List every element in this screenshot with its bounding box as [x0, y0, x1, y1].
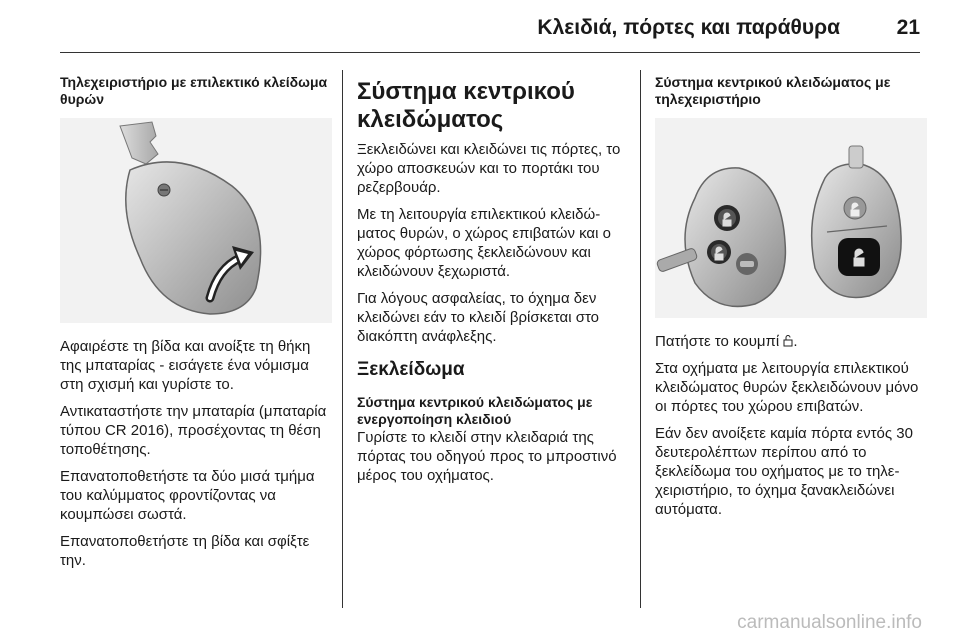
paragraph-central-locking-intro: Ξεκλειδώνει και κλειδώνει τις πόρτες, το χώρο αποσκευών και το πορτάκι του ρεζερβουάρ.	[357, 141, 621, 196]
subheading-key-activation: Σύστημα κεντρικού κλειδώματος με ενεργοποίηση κλειδιού	[357, 394, 593, 427]
press-button-period: .	[793, 333, 798, 350]
remote-controls-illustration	[655, 118, 927, 318]
paragraph-selective-locking: Με τη λειτουργία επιλεκτικού κλειδώματος θυρών, ο χώρος επιβατών και ο χώρος φόρτωσης ξεκλειδώνουν και κλειδώνουν ξεχωριστά.	[357, 206, 611, 280]
section-heading-remote-central: Σύστημα κεντρικού κλειδώματος με τηλεχειριστήριο	[655, 74, 891, 107]
paragraph-replace-battery: Αντικαταστήστε την μπαταρία (μπαταρία τύπου CR 2016), προσέχοντας τη θέση τοποθέτησης.	[60, 403, 327, 458]
paragraph-selective-unlock: Στα οχήματα με λειτουργία επιλεκτικού κλειδώματος θυρών ξεκλειδώνουν μόνο οι πόρτες του χώρου επιβατών.	[655, 360, 919, 415]
paragraph-remove-screw: Αφαιρέστε τη βίδα και ανοίξτε τη θήκη της μπαταρίας - εισάγετε ένα νόμισμα στη σχισμή και γυρίστε το.	[60, 338, 311, 393]
paragraph-refit-cover: Επανατοποθετήστε τα δύο μισά τμήμα του καλύμματος φροντίζοντας να κουμπώσει σωστά.	[60, 468, 315, 523]
column-divider-2	[640, 70, 641, 608]
column-divider-1	[342, 70, 343, 608]
watermark: carmanualsonline.info	[737, 612, 922, 633]
section-heading-central-locking: Σύστημα κεντρικού κλειδώματος	[357, 78, 575, 133]
column-left	[60, 74, 332, 578]
section-heading-remote-selective: Τηλεχειριστήριο με επιλεκτικό κλείδωμα θυρών	[60, 74, 328, 107]
paragraph-auto-relock: Εάν δεν ανοίξετε καμία πόρτα εντός 30 δευτερολέπτων περίπου από το ξεκλείδωμα του οχήματος με το τηλεχειριστήριο, το όχημα ξανακλειδώνει αυτόματα.	[655, 425, 913, 518]
key-fob-battery-icon	[60, 118, 332, 323]
column-right	[655, 74, 927, 527]
column-middle	[357, 74, 629, 493]
remote-key-fobs-icon	[655, 118, 927, 318]
page-number: 21	[896, 16, 920, 39]
paragraph-press-button	[655, 332, 927, 351]
key-battery-illustration	[60, 118, 332, 323]
paragraph-ignition-safety: Για λόγους ασφαλείας, το όχημα δεν κλειδώνει εάν το κλειδί βρίσκεται στο διακόπτη ανάφλεξης.	[357, 290, 600, 345]
unlock-icon	[783, 333, 793, 346]
page-title: Κλειδιά, πόρτες και παράθυρα	[537, 16, 840, 39]
paragraph-refit-screw: Επανατοποθετήστε τη βίδα και σφίξτε την.	[60, 533, 310, 569]
paragraph-turn-key: Γυρίστε το κλειδί στην κλειδαριά της πόρτας του οδηγού προς το μπροστινό μέρος του οχήματος.	[357, 429, 617, 484]
press-button-text: Πατήστε το κουμπί	[655, 333, 780, 350]
header-rule	[60, 52, 920, 53]
page-header	[60, 14, 920, 48]
section-heading-unlocking: Ξεκλείδωμα	[357, 359, 465, 380]
